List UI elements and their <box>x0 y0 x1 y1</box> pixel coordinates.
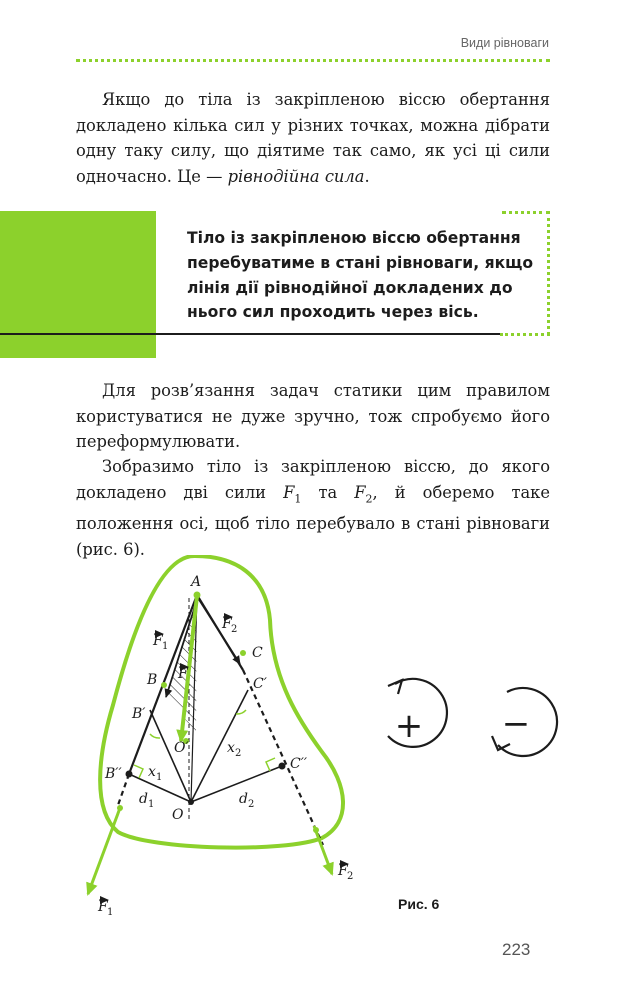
svg-text:F: F <box>222 616 232 632</box>
arm-O-Cp <box>191 690 248 802</box>
point-right-end <box>313 827 319 833</box>
label-F2-diagram <box>221 616 237 635</box>
label-B-prime: B′ <box>132 706 146 722</box>
label-A: A <box>191 574 202 590</box>
running-header: Види рівноваги <box>460 36 549 50</box>
point-C <box>240 650 246 656</box>
rule-underline <box>0 333 500 335</box>
dotted-frame-right <box>547 211 550 335</box>
paragraph-text: Зобразимо тіло із закріпленою віссю, до якого докладено дві сили <box>76 457 550 502</box>
svg-text:x: x <box>227 740 235 756</box>
label-O: O <box>172 807 184 823</box>
svg-text:d: d <box>139 791 148 807</box>
paragraph-end: . <box>364 166 370 186</box>
label-B: B <box>147 672 158 688</box>
point-left-end <box>117 805 123 811</box>
label-d1 <box>139 791 154 810</box>
label-C: C <box>252 645 263 661</box>
label-d2 <box>239 791 254 810</box>
point-Bpp <box>126 771 133 778</box>
rigid-body-outline <box>100 556 343 848</box>
point-B <box>161 682 167 688</box>
vector-f2: $F_2$ <box>354 482 373 505</box>
label-C-prime: C′ <box>253 676 267 692</box>
paragraph-text: Для розв’язання задач статики цим правилом користуватися не дуже зручно, тож спробуємо його переформулювати. <box>76 381 550 451</box>
arm-O-Cpp <box>191 766 282 802</box>
label-F2-green <box>337 863 353 882</box>
label-O-prime: O′ <box>174 740 189 756</box>
svg-text:2: 2 <box>347 871 354 882</box>
svg-text:F: F <box>338 863 348 879</box>
svg-text:F: F <box>153 633 163 649</box>
positive-rotation-icon <box>388 679 447 747</box>
green-accent-block <box>0 211 156 358</box>
svg-text:2: 2 <box>248 799 255 810</box>
svg-text:1: 1 <box>162 641 169 652</box>
label-F-resultant <box>177 666 189 682</box>
svg-text:1: 1 <box>156 772 163 783</box>
svg-text:2: 2 <box>235 748 242 759</box>
page-number: 223 <box>502 940 531 959</box>
label-F1-green <box>97 899 113 918</box>
paragraph-two-forces <box>76 454 550 562</box>
point-O <box>188 799 194 805</box>
label-x1 <box>148 764 162 783</box>
svg-text:−: − <box>501 704 531 744</box>
header-dotted-rule <box>76 59 550 62</box>
equilibrium-rule-text: Тіло із закріпленою віссю обертання перебуватиме в стані рівноваги, якщо лінія дії рівнодійної докладених до нього сил проходить через вісь. <box>187 229 534 322</box>
green-F1-arrow <box>88 808 120 894</box>
figure-6-diagram <box>0 555 629 925</box>
right-dashed-extension <box>243 670 323 845</box>
svg-text:1: 1 <box>107 907 114 918</box>
paragraph-reformulate <box>76 378 550 455</box>
angle-arc-Bp <box>150 734 160 738</box>
svg-text:F: F <box>178 666 188 682</box>
label-B-dprime: B′′ <box>105 766 122 782</box>
label-F1-diagram <box>152 633 168 652</box>
paragraph-text: Якщо до тіла із закріпленою віссю обертання докладено кілька сил у різних точках, можна дібрати одну таку силу, що діятиме так само, як усі ці сили одночасно. Це — <box>76 90 550 186</box>
svg-text:F: F <box>98 899 108 915</box>
vector-f1: $F_1$ <box>283 482 302 505</box>
point-Cpp <box>279 763 286 770</box>
dotted-frame-bottom <box>500 333 550 336</box>
paragraph-resultant-force <box>76 87 550 189</box>
term-resultant-force: рівнодійна сила <box>227 166 365 186</box>
point-A <box>194 592 201 599</box>
label-x2 <box>227 740 241 759</box>
conjunction: та <box>318 482 338 502</box>
paragraph-text-end: , й оберемо таке положення осі, щоб тіло перебувало в стані рівноваги (рис. 6). <box>76 482 550 559</box>
svg-text:d: d <box>239 791 248 807</box>
label-C-dprime: C′′ <box>290 756 308 772</box>
figure-caption: Рис. 6 <box>398 896 440 912</box>
dotted-frame-top <box>502 211 550 214</box>
negative-rotation-icon <box>492 688 557 756</box>
svg-text:x: x <box>148 764 156 780</box>
svg-text:1: 1 <box>148 799 155 810</box>
svg-text:+: + <box>394 706 424 746</box>
svg-text:2: 2 <box>231 624 238 635</box>
